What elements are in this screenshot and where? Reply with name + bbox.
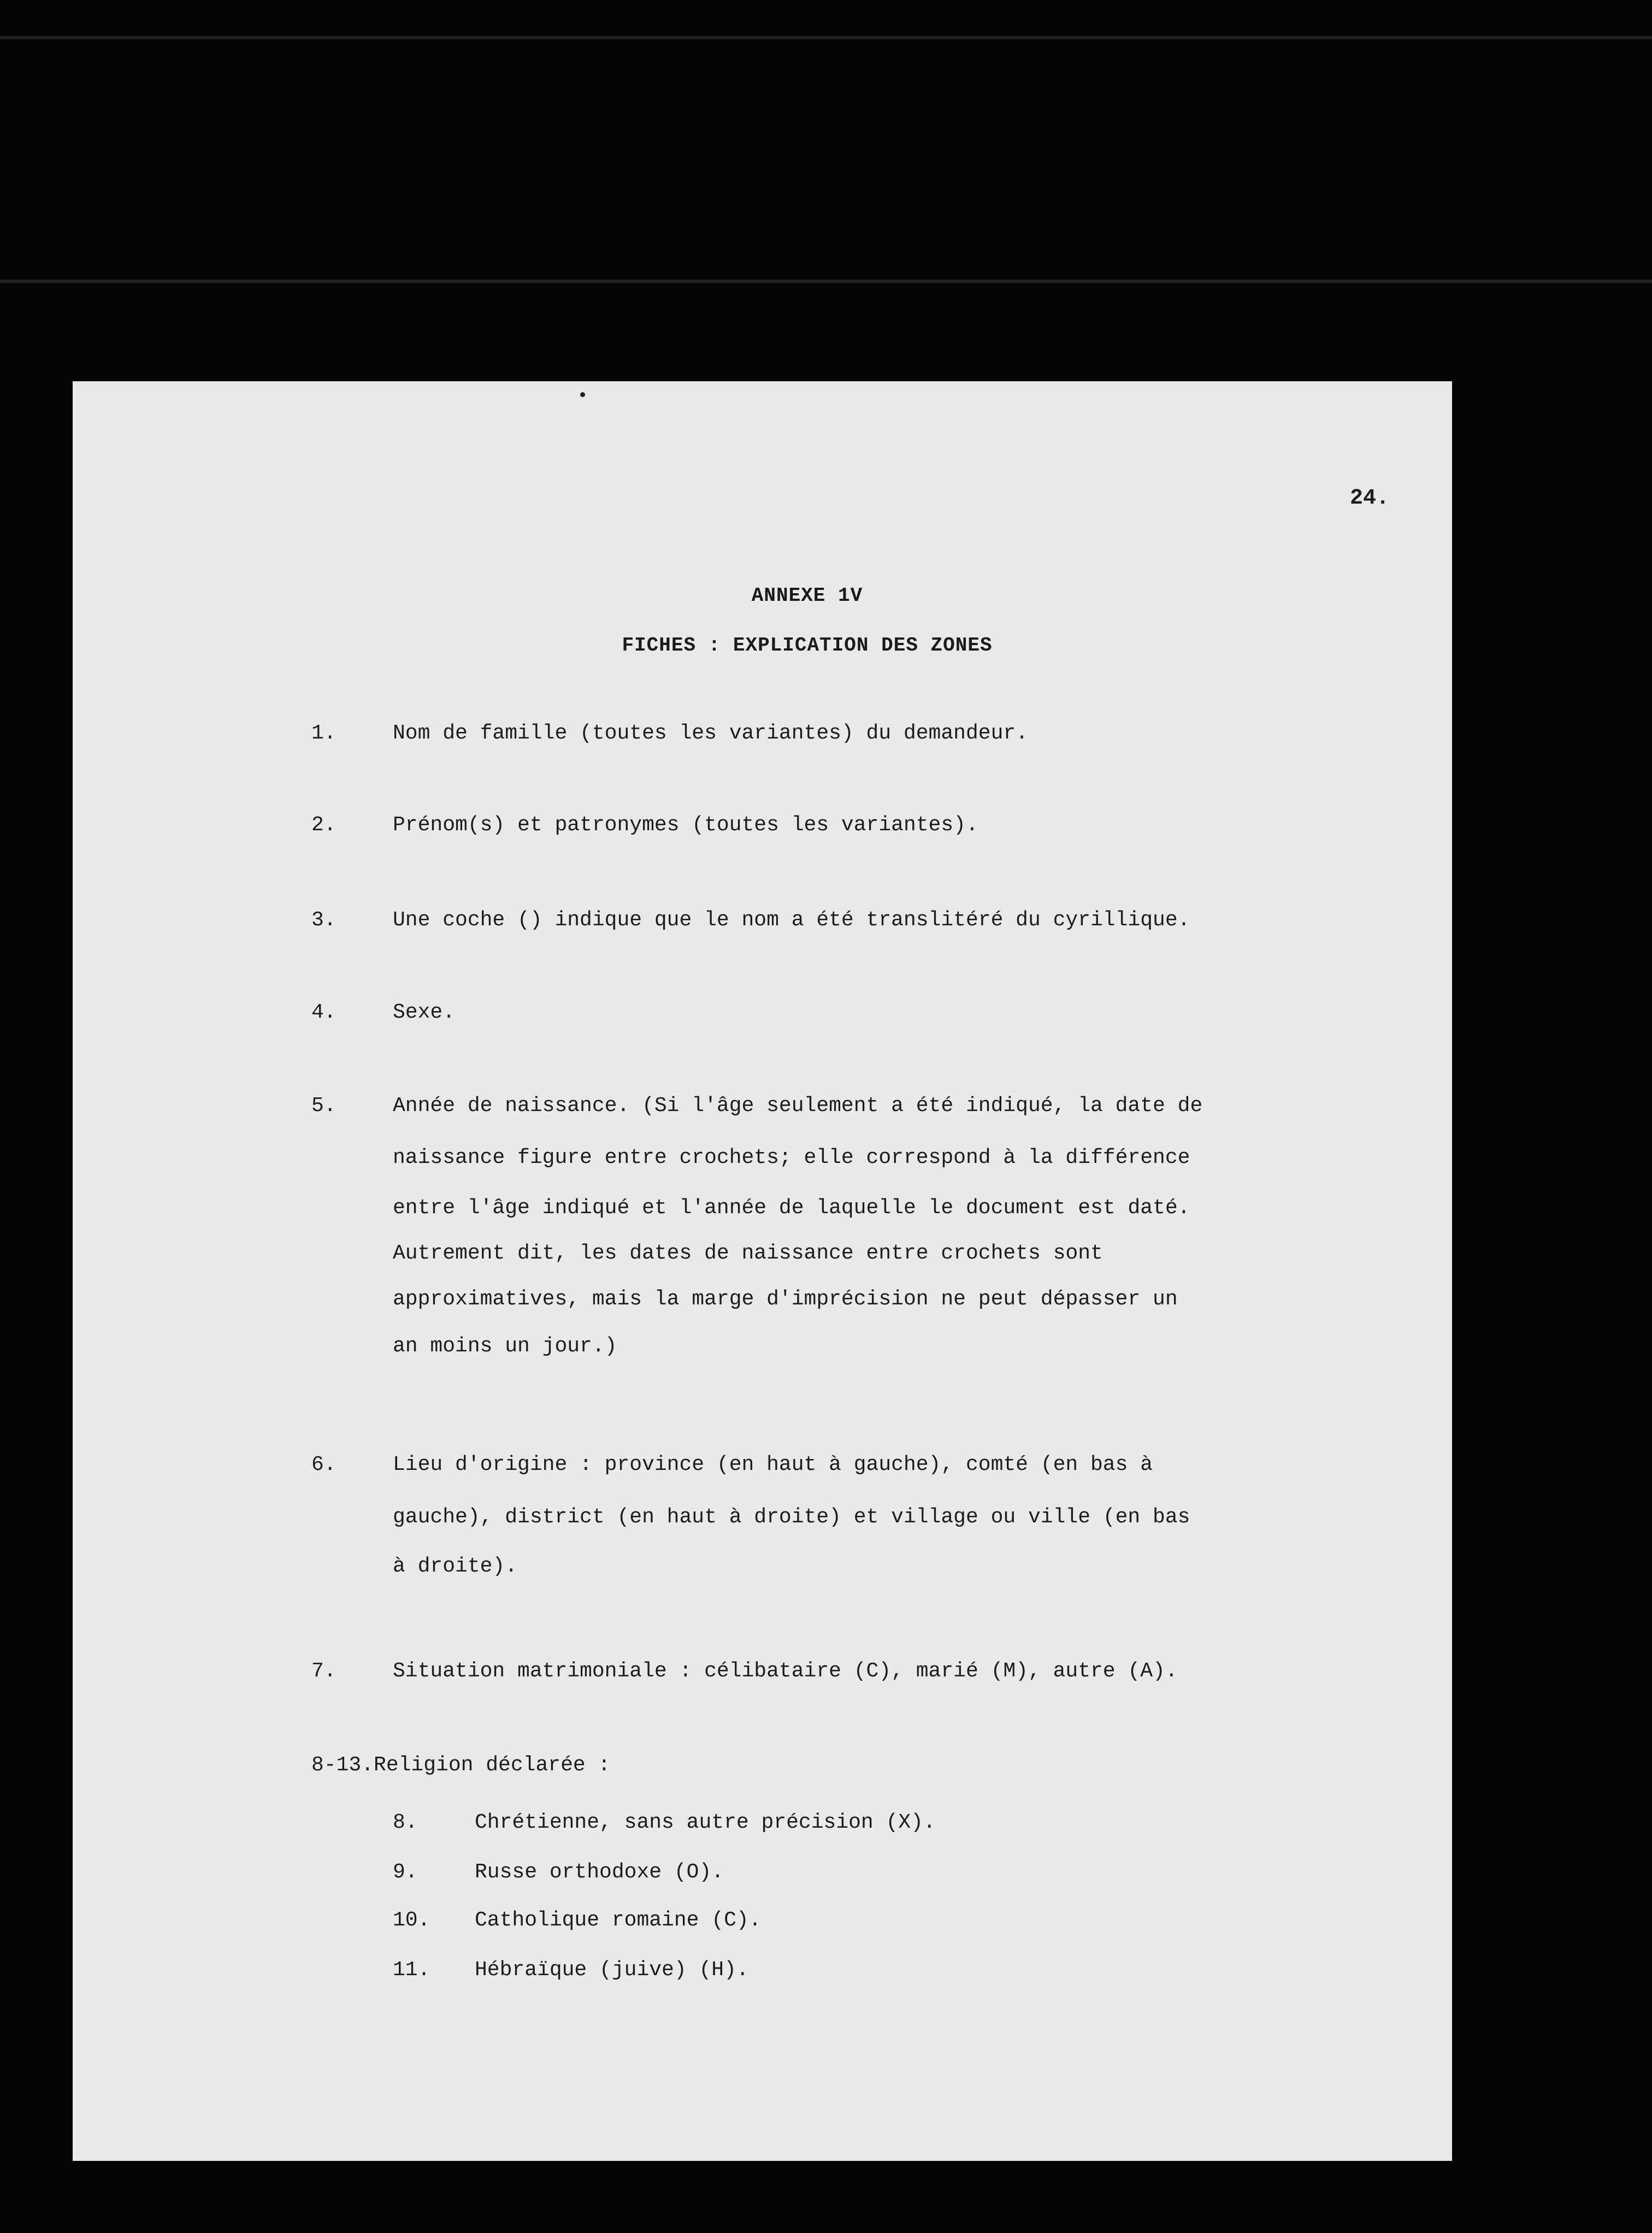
item-text-line: gauche), district (en haut à droite) et village ou ville (en bas (393, 1505, 1190, 1529)
subitem-text: Catholique romaine (C). (475, 1909, 762, 1932)
item-text-line: Année de naissance. (Si l'âge seulement a été indiqué, la date de (393, 1094, 1203, 1118)
subitem-number: 10. (393, 1909, 430, 1932)
subitem-text: Russe orthodoxe (O). (475, 1860, 724, 1884)
item-number: 4. (311, 1001, 337, 1024)
subitem-text: Hébraïque (juive) (H). (475, 1958, 749, 1982)
item-number: 6. (311, 1453, 337, 1476)
item-number: 2. (311, 813, 337, 837)
scanner-band-mid (0, 280, 1652, 283)
item-text-line: Autrement dit, les dates de naissance entre crochets sont (393, 1242, 1103, 1265)
item-number: 7. (311, 1659, 337, 1683)
subitem-number: 9. (393, 1860, 418, 1884)
item-text: Une coche () indique que le nom a été translitéré du cyrillique. (393, 908, 1190, 932)
item-text-line: an moins un jour.) (393, 1334, 617, 1358)
item-number: 3. (311, 908, 337, 932)
annex-subtitle: FICHES : EXPLICATION DES ZONES (622, 634, 993, 657)
item-text-line: naissance figure entre crochets; elle correspond à la différence (393, 1146, 1190, 1169)
item-text-line: entre l'âge indiqué et l'année de laquelle le document est daté. (393, 1196, 1190, 1220)
subitem-number: 11. (393, 1958, 430, 1982)
scanner-band-top (0, 36, 1652, 39)
subitem-text: Chrétienne, sans autre précision (X). (475, 1811, 936, 1834)
item-text: Situation matrimoniale : célibataire (C), marié (M), autre (A). (393, 1659, 1178, 1683)
item-number: 1. (311, 722, 337, 745)
document-page (73, 381, 1452, 2161)
item-text: Sexe. (393, 1001, 456, 1024)
ink-speck (580, 392, 585, 397)
page-number: 24. (1350, 486, 1390, 511)
item-text-line: approximatives, mais la marge d'imprécision ne peut dépasser un (393, 1287, 1178, 1311)
annex-title: ANNEXE 1V (751, 584, 863, 607)
item-text: Prénom(s) et patronymes (toutes les variantes). (393, 813, 978, 837)
item-number: 5. (311, 1094, 337, 1118)
religion-heading: 8-13.Religion déclarée : (311, 1753, 611, 1777)
item-text-line: à droite). (393, 1555, 518, 1578)
item-text-line: Lieu d'origine : province (en haut à gauche), comté (en bas à (393, 1453, 1153, 1476)
item-text: Nom de famille (toutes les variantes) du demandeur. (393, 722, 1028, 745)
subitem-number: 8. (393, 1811, 418, 1834)
